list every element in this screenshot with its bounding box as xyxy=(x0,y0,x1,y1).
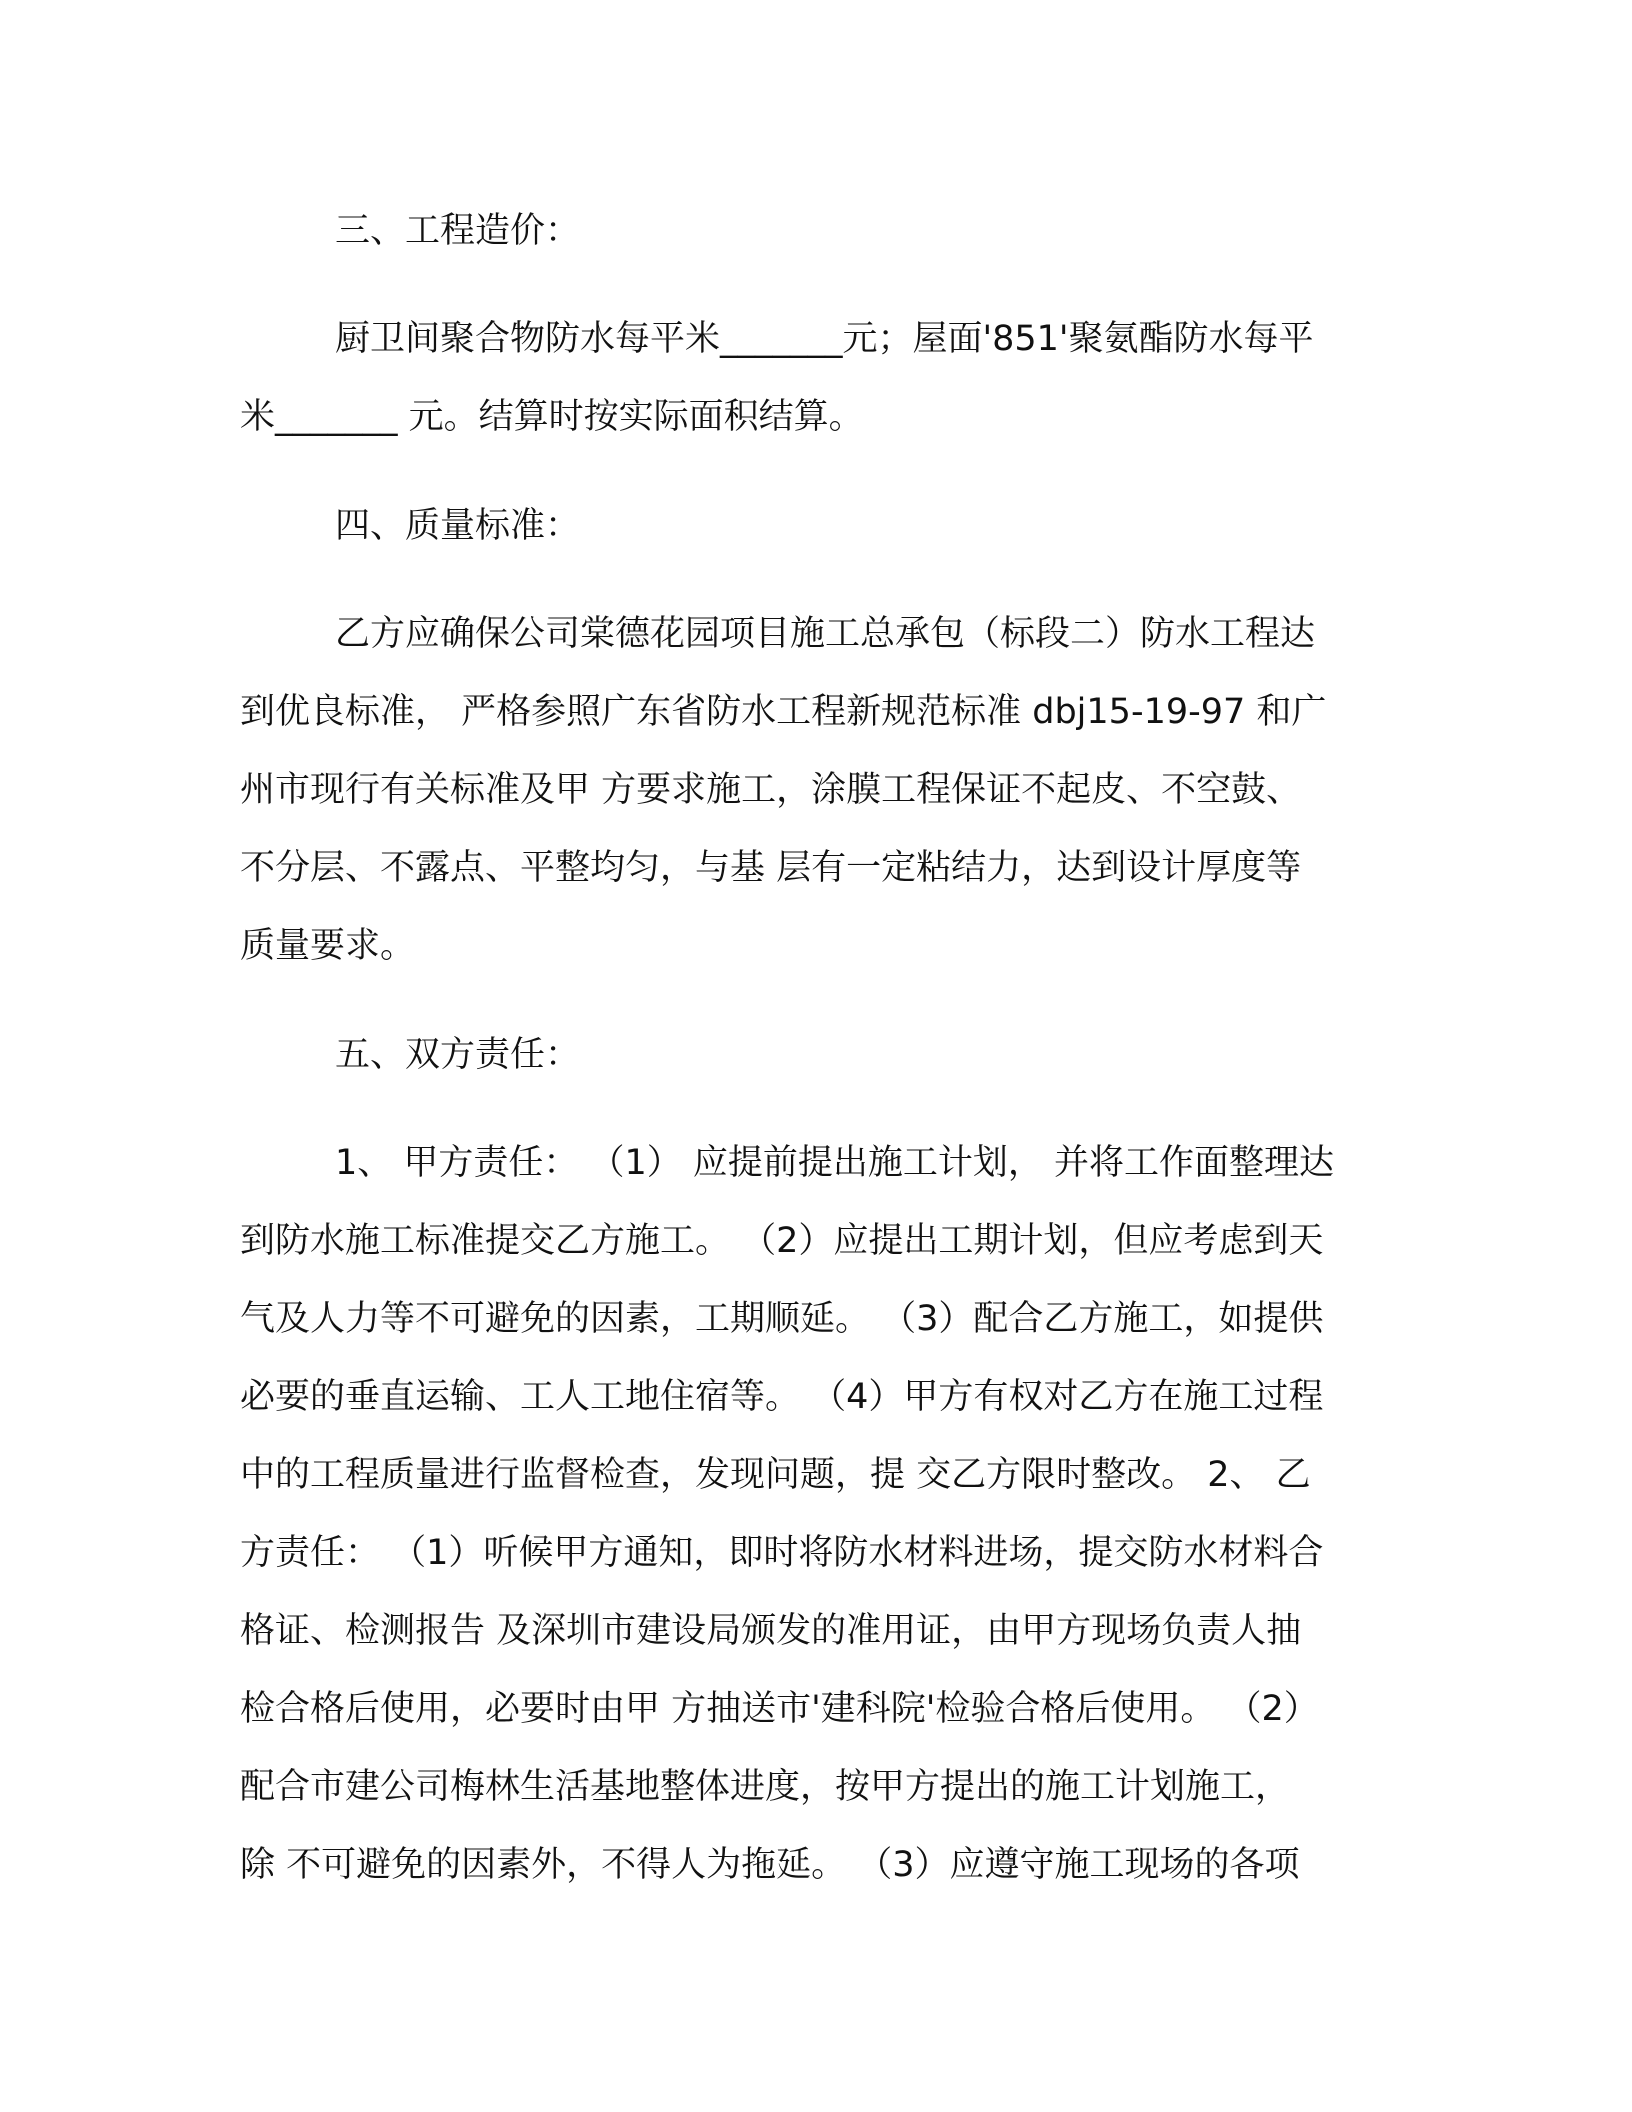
paragraph-line: 方责任： （1）听候甲方通知，即时将防水材料进场，提交防水材料合 xyxy=(240,1533,1324,1573)
section-heading-responsibilities: 五、双方责任： xyxy=(335,1035,581,1075)
paragraph-line: 中的工程质量进行监督检查，发现问题，提 交乙方限时整改。 2、 乙 xyxy=(240,1455,1311,1495)
paragraph-line: 必要的垂直运输、工人工地住宿等。 （4）甲方有权对乙方在施工过程 xyxy=(240,1377,1324,1417)
paragraph-line: 厨卫间聚合物防水每平米_______元；屋面'851'聚氨酯防水每平 xyxy=(335,319,1314,359)
paragraph-line: 配合市建公司梅林生活基地整体进度，按甲方提出的施工计划施工， xyxy=(240,1767,1291,1807)
paragraph-responsibilities xyxy=(240,1124,1390,1904)
paragraph-line: 气及人力等不可避免的因素，工期顺延。 （3）配合乙方施工，如提供 xyxy=(240,1299,1324,1339)
paragraph-line: 格证、检测报告 及深圳市建设局颁发的准用证，由甲方现场负责人抽 xyxy=(240,1611,1302,1651)
paragraph-line: 米_______ 元。结算时按实际面积结算。 xyxy=(240,397,864,437)
paragraph-line: 到防水施工标准提交乙方施工。 （2）应提出工期计划，但应考虑到天 xyxy=(240,1221,1324,1261)
paragraph-line: 检合格后使用，必要时由甲 方抽送市'建科院'检验合格后使用。 （2） xyxy=(240,1689,1319,1729)
paragraph-line: 到优良标准， 严格参照广东省防水工程新规范标准 dbj15-19-97 和广 xyxy=(240,692,1327,732)
paragraph-line: 州市现行有关标准及甲 方要求施工，涂膜工程保证不起皮、不空鼓、 xyxy=(240,770,1302,810)
paragraph-line: 乙方应确保公司棠德花园项目施工总承包（标段二）防水工程达 xyxy=(335,614,1316,654)
paragraph-line: 质量要求。 xyxy=(240,926,416,966)
document-body xyxy=(240,192,1390,1904)
paragraph-quality xyxy=(240,595,1390,985)
section-heading-cost: 三、工程造价： xyxy=(335,211,581,251)
paragraph-line: 除 不可避免的因素外，不得人为拖延。 （3）应遵守施工现场的各项 xyxy=(240,1845,1300,1885)
paragraph-line: 1、 甲方责任： （1） 应提前提出施工计划， 并将工作面整理达 xyxy=(335,1143,1335,1183)
section-heading-quality: 四、质量标准： xyxy=(335,506,581,546)
paragraph-cost xyxy=(240,300,1390,456)
paragraph-line: 不分层、不露点、平整均匀，与基 层有一定粘结力，达到设计厚度等 xyxy=(240,848,1302,888)
